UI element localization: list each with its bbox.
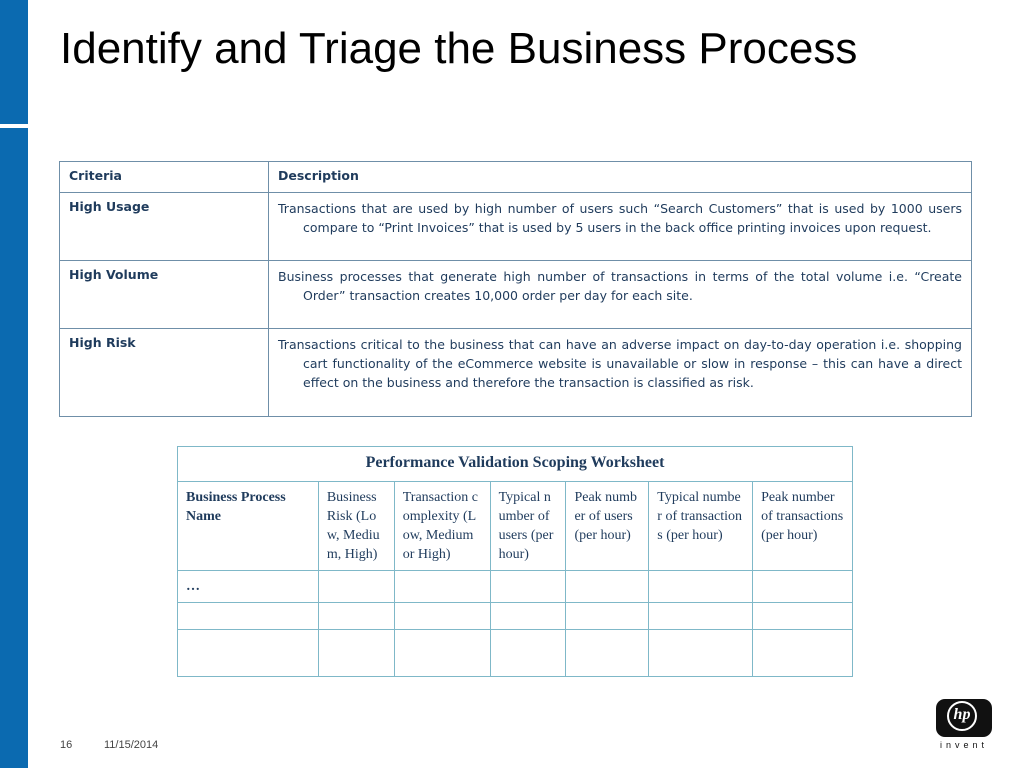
description-text: Transactions critical to the business that can have an adverse impact on day-to-day operation i.e. shopping cart functionality of the eCommerce website is unavailable or slow in response – this can have a direct effect on the business and therefore the transaction is classified as risk.	[278, 337, 962, 390]
worksheet-header-row	[178, 482, 853, 571]
sidebar-accent-bar	[0, 0, 28, 768]
worksheet-header-business-risk: Business Risk (Low, Medium, High)	[318, 482, 394, 571]
criteria-header: Criteria	[60, 162, 269, 193]
worksheet-title-row	[178, 447, 853, 482]
worksheet-cell-ellipsis: …	[178, 571, 319, 603]
worksheet-cell	[753, 630, 853, 677]
worksheet-cell	[318, 571, 394, 603]
description-text: Business processes that generate high number of transactions in terms of the total volume i.e. “Create Order” transaction creates 10,000 order per day for each site.	[278, 269, 962, 303]
worksheet-cell	[566, 603, 649, 630]
worksheet-cell	[318, 630, 394, 677]
description-header: Description	[269, 162, 972, 193]
worksheet-cell	[566, 571, 649, 603]
worksheet-header-typical-users: Typical number of users (per hour)	[490, 482, 566, 571]
worksheet-header-peak-users: Peak number of users (per hour)	[566, 482, 649, 571]
worksheet-cell	[649, 571, 753, 603]
description-text: Transactions that are used by high number of users such “Search Customers” that is used by 1000 users compare to “Print Invoices” that is used by 5 users in the back office printing invoices upon request.	[278, 201, 962, 235]
worksheet-cell	[649, 603, 753, 630]
worksheet-cell	[178, 603, 319, 630]
description-cell	[269, 193, 972, 261]
worksheet-cell	[490, 630, 566, 677]
criteria-cell: High Usage	[60, 193, 269, 261]
worksheet-row	[178, 603, 853, 630]
page-number: 16	[60, 739, 73, 751]
criteria-cell: High Volume	[60, 261, 269, 329]
slide-date: 11/15/2014	[104, 739, 159, 751]
hp-logo-mark: hp	[953, 706, 971, 723]
worksheet-cell	[649, 630, 753, 677]
criteria-row-high-volume	[60, 261, 972, 329]
worksheet-cell	[394, 603, 490, 630]
worksheet-cell	[394, 630, 490, 677]
hp-logo	[934, 699, 994, 753]
worksheet-header-transaction-complexity: Transaction complexity (Low, Medium or High)	[394, 482, 490, 571]
worksheet-cell	[178, 630, 319, 677]
worksheet-row	[178, 630, 853, 677]
worksheet-row	[178, 571, 853, 603]
worksheet-header-peak-transactions: Peak number of transactions (per hour)	[753, 482, 853, 571]
worksheet-title: Performance Validation Scoping Worksheet	[178, 447, 853, 482]
criteria-table	[59, 161, 972, 417]
worksheet-cell	[753, 571, 853, 603]
sidebar-notch	[0, 124, 28, 128]
worksheet-cell	[394, 571, 490, 603]
hp-logo-tagline: invent	[939, 740, 989, 750]
worksheet-cell	[490, 603, 566, 630]
worksheet-cell	[566, 630, 649, 677]
criteria-row-high-usage	[60, 193, 972, 261]
criteria-row-high-risk	[60, 329, 972, 417]
description-cell	[269, 329, 972, 417]
worksheet-cell	[490, 571, 566, 603]
criteria-cell: High Risk	[60, 329, 269, 417]
worksheet-header-process-name: Business Process Name	[178, 482, 319, 571]
scoping-worksheet-table	[177, 446, 853, 677]
worksheet-cell	[753, 603, 853, 630]
worksheet-cell	[318, 603, 394, 630]
criteria-header-row	[60, 162, 972, 193]
worksheet-header-typical-transactions: Typical number of transactions (per hour)	[649, 482, 753, 571]
slide-title: Identify and Triage the Business Process	[60, 24, 858, 73]
description-cell	[269, 261, 972, 329]
